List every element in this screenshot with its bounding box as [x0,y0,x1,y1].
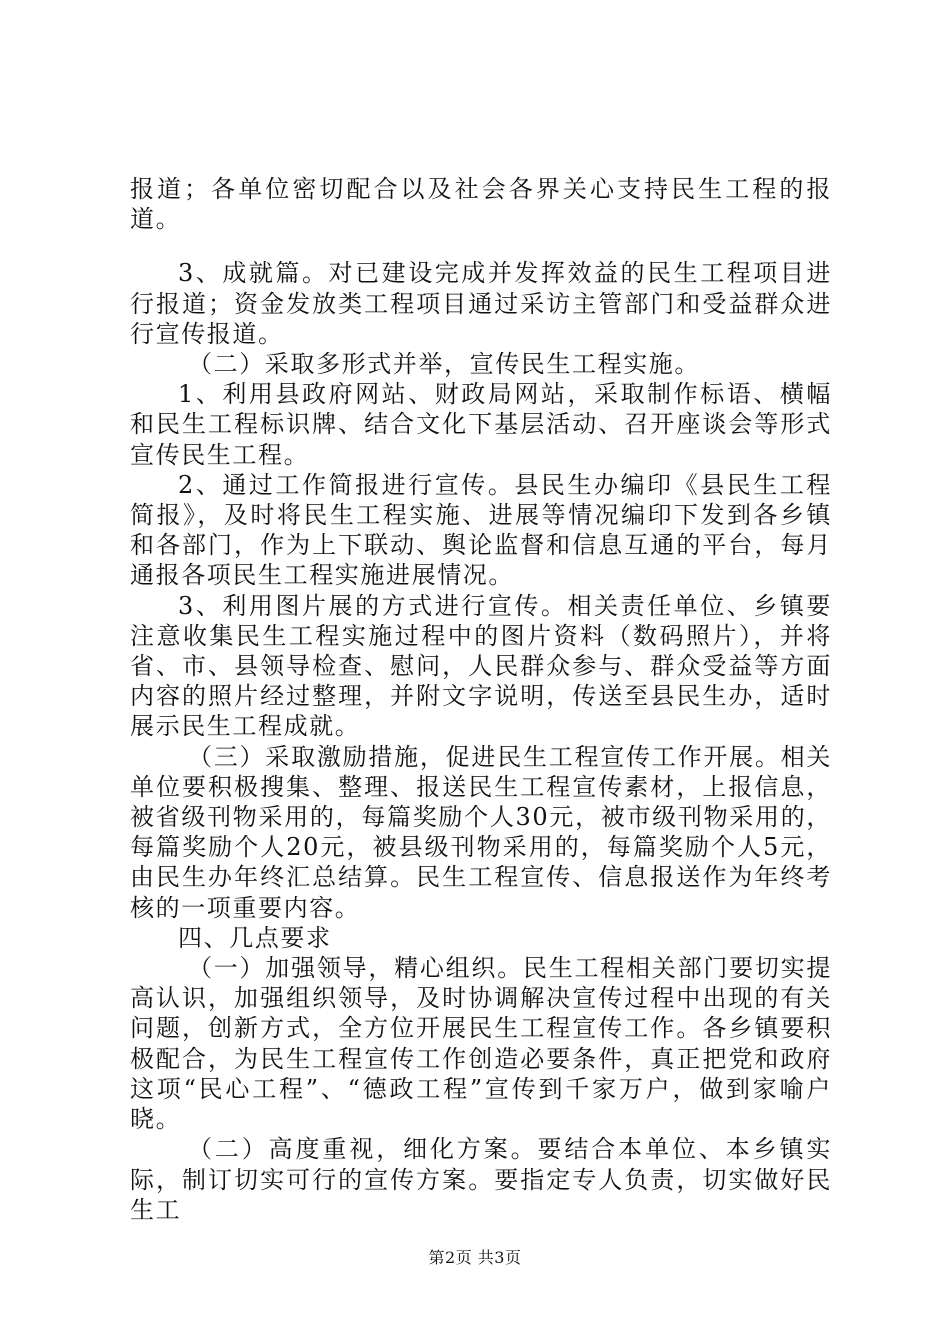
paragraph-incentives: （三）采取激励措施，促进民生工程宣传工作开展。相关单位要积极搜集、整理、报送民生工程宣传素材，上报信息，被省级刊物采用的，每篇奖励个人30元，被市级刊物采用的，每篇奖励个人20元，被县级刊物采用的，每篇奖励个人5元，由民生办年终汇总结算。民生工程宣传、信息报送作为年终考核的一项重要内容。 [130,742,832,922]
paragraph-leadership: （一）加强领导，精心组织。民生工程相关部门要切实提高认识，加强组织领导，及时协调解决宣传过程中出现的有关问题，创新方式，全方位开展民生工程宣传工作。各乡镇要积极配合，为民生工程宣传工作创造必要条件，真正把党和政府这项“民心工程”、“德政工程”宣传到千家万户，做到家喻户晓。 [130,954,832,1134]
heading-requirements: 四、几点要求 [178,923,332,952]
paragraph-continuation: 报道；各单位密切配合以及社会各界关心支持民生工程的报道。 [130,175,832,234]
paragraph-websites: 1、利用县政府网站、财政局网站，采取制作标语、横幅和民生工程标识牌、结合文化下基层活动、召开座谈会等形式宣传民生工程。 [130,380,832,469]
paragraph-achievements: 3、成就篇。对已建设完成并发挥效益的民生工程项目进行报道；资金发放类工程项目通过采访主管部门和受益群众进行宣传报道。 [130,259,832,348]
document-body [130,174,832,1225]
paragraph-plan: （二）高度重视，细化方案。要结合本单位、本乡镇实际，制订切实可行的宣传方案。要指定专人负责，切实做好民生工 [130,1135,832,1224]
paragraph-bulletin: 2、通过工作简报进行宣传。县民生办编印《县民生工程简报》，及时将民生工程实施、进展等情况编印下发到各乡镇和各部门，作为上下联动、舆论监督和信息互通的平台，每月通报各项民生工程实施进展情况。 [130,470,832,590]
heading-multiple-forms: （二）采取多形式并举，宣传民生工程实施。 [188,350,700,379]
paragraph-photo-exhibition: 3、利用图片展的方式进行宣传。相关责任单位、乡镇要注意收集民生工程实施过程中的图片资料（数码照片），并将省、市、县领导检查、慰问，人民群众参与、群众受益等方面内容的照片经过整理，并附文字说明，传送至县民生办，适时展示民生工程成就。 [130,591,832,741]
page-number-footer: 第2页 共3页 [428,1248,522,1267]
